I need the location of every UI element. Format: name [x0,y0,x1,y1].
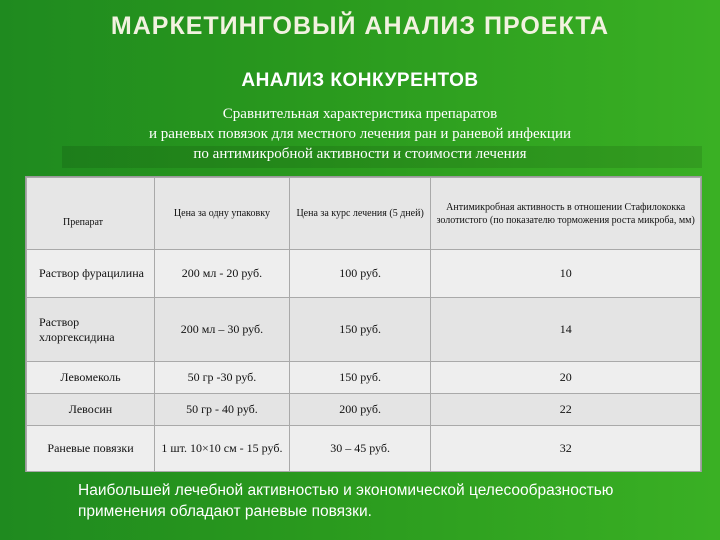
table-row [27,394,701,426]
cell-price-course: 200 руб. [289,394,431,426]
header-price-unit: Цена за одну упаковку [155,178,290,250]
cell-drug: Раневые повязки [27,426,155,472]
table-row [27,426,701,472]
cell-activity: 20 [431,362,701,394]
cell-drug: Раствор хлоргексидина [27,298,155,362]
table-row [27,362,701,394]
cell-drug: Раствор фурацилина [27,250,155,298]
cell-drug: Левомеколь [27,362,155,394]
cell-drug: Левосин [27,394,155,426]
cell-price-unit: 50 гр - 40 руб. [155,394,290,426]
cell-price-course: 150 руб. [289,298,431,362]
table-header-row [27,178,701,250]
header-price-course: Цена за курс лечения (5 дней) [289,178,431,250]
cell-activity: 22 [431,394,701,426]
cell-activity: 14 [431,298,701,362]
cell-price-course: 30 – 45 руб. [289,426,431,472]
cell-price-unit: 1 шт. 10×10 см - 15 руб. [155,426,290,472]
comparison-table [26,177,701,472]
page-title: МАРКЕТИНГОВЫЙ АНАЛИЗ ПРОЕКТА [110,12,610,40]
cell-price-course: 150 руб. [289,362,431,394]
caption-line-3: по антимикробной активности и стоимости лечения [193,146,527,162]
cell-price-unit: 200 мл – 30 руб. [155,298,290,362]
cell-price-unit: 50 гр -30 руб. [155,362,290,394]
page-subtitle: АНАЛИЗ КОНКУРЕНТОВ [241,70,479,91]
table-caption [40,104,680,164]
table-row [27,250,701,298]
header-activity: Антимикробная активность в отношении Стафилококка золотистого (по показателю торможения роста микроба, мм) [431,178,701,250]
cell-activity: 32 [431,426,701,472]
comparison-table-container [25,176,702,472]
caption-line-1: Сравнительная характеристика препаратов [222,106,498,122]
cell-price-unit: 200 мл - 20 руб. [155,250,290,298]
conclusion-text: Наибольшей лечебной активностью и экономической целесообразностью применения обладают раневые повязки. [78,482,614,520]
caption-line-2: и раневых повязок для местного лечения ран и раневой инфекции [148,126,572,142]
cell-price-course: 100 руб. [289,250,431,298]
table-row [27,298,701,362]
header-drug: Препарат [27,178,155,250]
cell-activity: 10 [431,250,701,298]
